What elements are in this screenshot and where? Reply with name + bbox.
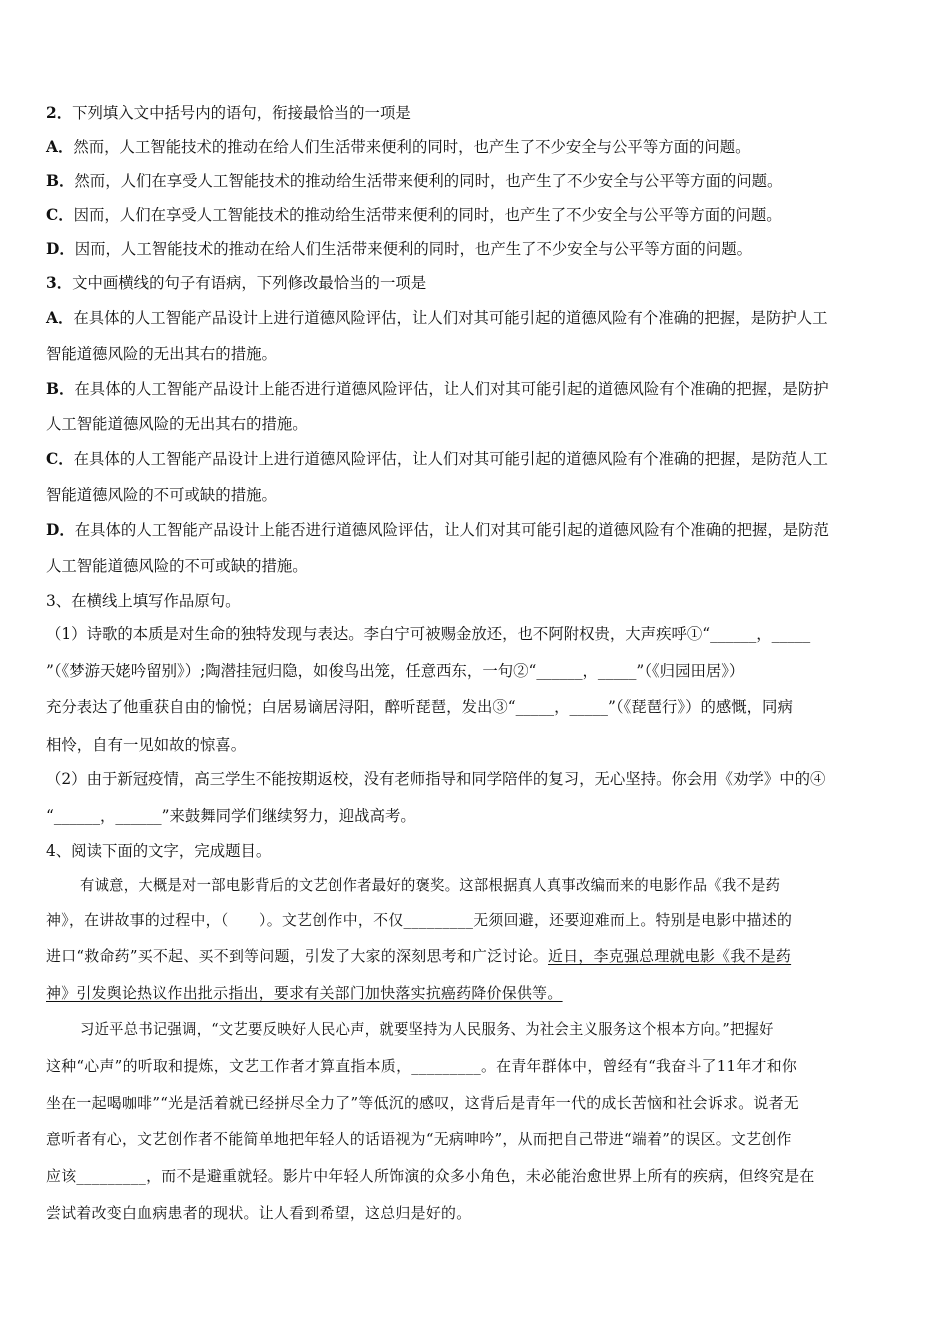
fill-in-1-line4: 相怜，自有一见如故的惊喜。	[46, 736, 247, 754]
underlined-sentence: 神》引发舆论热议作出批示指出，要求有关部门加快落实抗癌药降价保供等。	[46, 984, 563, 1002]
passage-line: 神》，在讲故事的过程中，（ ）。文艺创作中，不仅_________无须回避，还要迎难而上。特别是电影中描述的	[46, 911, 793, 929]
q2-option-a: A．然而，人工智能技术的推动在给人们生活带来便利的同时，也产生了不少安全与公平等方面的问题。	[46, 137, 751, 156]
passage-line: 意听者有心，文艺创作者不能简单地把年轻人的话语视为“无病呻吟”，从而把自己带进“端着”的误区。文艺创作	[46, 1130, 792, 1148]
passage-line: 应该_________，而不是避重就轻。影片中年轻人所饰演的众多小角色，未必能治愈世界上所有的疾病，但终究是在	[46, 1167, 815, 1185]
section-3-heading: 3、在横线上填写作品原句。	[46, 592, 241, 610]
q3-option-d-cont: 人工智能道德风险的不可或缺的措施。	[46, 557, 308, 575]
fill-in-2-line2: “______，______”来鼓舞同学们继续努力，迎战高考。	[46, 807, 416, 825]
q2-option-b: B．然而，人们在享受人工智能技术的推动给生活带来便利的同时，也产生了不少安全与公平等方面的问题。	[46, 171, 783, 190]
q3-option-a: A．在具体的人工智能产品设计上进行道德风险评估，让人们对其可能引起的道德风险有个准确的把握，是防护人工	[46, 308, 828, 327]
passage-line	[46, 982, 900, 1004]
passage-line: 有诚意，大概是对一部电影背后的文艺创作者最好的褒奖。这部根据真人真事改编而来的电影作品《我不是药	[80, 876, 781, 894]
passage-line: 坐在一起喝咖啡”“光是活着就已经拼尽全力了”等低沉的感叹，这背后是青年一代的成长苦恼和社会诉求。说者无	[46, 1094, 800, 1112]
fill-in-2-line1: （2）由于新冠疫情，高三学生不能按期返校，没有老师指导和同学陪伴的复习，无心坚持。你会用《劝学》中的④	[46, 770, 826, 788]
q2-option-c: C．因而，人们在享受人工智能技术的推动给生活带来便利的同时，也产生了不少安全与公平等方面的问题。	[46, 205, 782, 224]
fill-in-1-line2: ”（《梦游天姥吟留别》）;陶潜挂冠归隐，如俊鸟出笼，任意西东，一句②“______，_____”（《归园田居》）	[46, 662, 745, 680]
passage-line: 习近平总书记强调，“文艺要反映好人民心声，就要坚持为人民服务、为社会主义服务这个根本方向。”把握好	[80, 1020, 774, 1038]
question-3-stem: 3．文中画横线的句子有语病，下列修改最恰当的一项是	[46, 273, 427, 292]
q3-option-b-cont: 人工智能道德风险的无出其右的措施。	[46, 415, 308, 433]
q3-option-a-cont: 智能道德风险的无出其右的措施。	[46, 345, 277, 363]
fill-in-1-line3: 充分表达了他重获自由的愉悦；白居易谪居浔阳，醉听琵琶，发出③“_____，_____”（《琵琶行》）的感慨，同病	[46, 698, 793, 716]
q2-option-d: D．因而，人工智能技术的推动在给人们生活带来便利的同时，也产生了不少安全与公平等方面的问题。	[46, 239, 752, 258]
fill-in-1-line1: （1）诗歌的本质是对生命的独特发现与表达。李白宁可被赐金放还，也不阿附权贵，大声疾呼①“______，_____	[46, 625, 811, 643]
question-2-stem: 2．下列填入文中括号内的语句，衔接最恰当的一项是	[46, 103, 411, 122]
q3-option-d: D．在具体的人工智能产品设计上能否进行道德风险评估，让人们对其可能引起的道德风险有个准确的把握，是防范	[46, 520, 829, 539]
q3-option-b: B．在具体的人工智能产品设计上能否进行道德风险评估，让人们对其可能引起的道德风险有个准确的把握，是防护	[46, 379, 829, 398]
underlined-sentence: 近日，李克强总理就电影《我不是药	[548, 947, 792, 965]
section-4-heading: 4、阅读下面的文字，完成题目。	[46, 842, 272, 860]
passage-line: 尝试着改变白血病患者的现状。让人看到希望，这总归是好的。	[46, 1204, 472, 1222]
passage-line: 这种“心声”的听取和提炼，文艺工作者才算直指本质，_________。在青年群体中，曾经有“我奋斗了11年才和你	[46, 1057, 798, 1075]
passage-line: 进口“救命药”买不起、买不到等问题，引发了大家的深刻思考和广泛讨论。近日，李克强总理就电影《我不是药	[46, 947, 792, 965]
q3-option-c: C．在具体的人工智能产品设计上进行道德风险评估，让人们对其可能引起的道德风险有个准确的把握，是防范人工	[46, 449, 828, 468]
q3-option-c-cont: 智能道德风险的不可或缺的措施。	[46, 486, 277, 504]
